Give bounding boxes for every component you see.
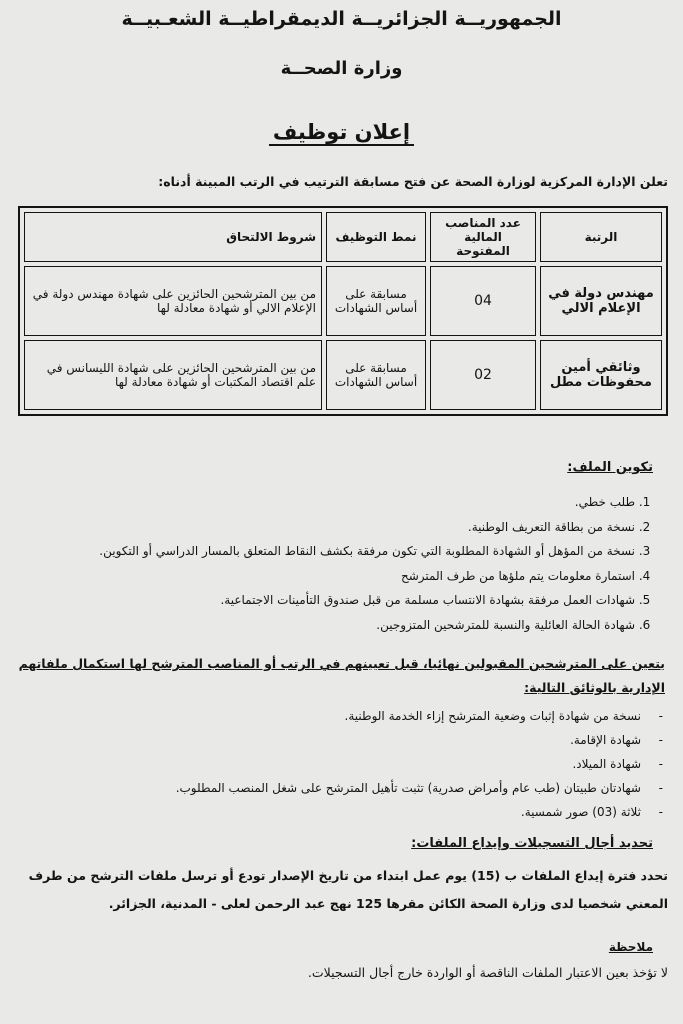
list-item: 3. نسخة من المؤهل أو الشهادة المطلوبة التي تكون مرفقة بكشف النقاط المتعلق بالمسار الدراسي أو التكوين. bbox=[35, 539, 635, 564]
list-item: 1. طلب خطي. bbox=[35, 490, 635, 515]
cell-conditions: من بين المترشحين الحائزين على شهادة مهندس دولة في الإعلام الالي أو شهادة معادلة لها bbox=[24, 266, 322, 336]
list-item: - شهادتان طبيتان (طب عام وأمراض صدرية) تثبت تأهيل المترشح على شغل المنصب المطلوب. bbox=[1, 776, 641, 800]
list-item: 6. شهادة الحالة العائلية والنسبة للمترشحين المتزوجين. bbox=[35, 613, 635, 638]
header-mode: نمط التوظيف bbox=[326, 212, 426, 262]
table-row bbox=[24, 266, 662, 336]
cell-grade: مهندس دولة في الإعلام الالي bbox=[540, 266, 662, 336]
deadline-text: تحدد فترة إيداع الملفات ب (15) يوم عمل ابتداء من تاريخ الإصدار تودع أو ترسل ملفات الترشح من طرف المعني شخصيا لدى وزارة الصحة الكائن مقرها 125 نهج عبد الرحمن لعلى - المدنية، الجزائر. bbox=[28, 868, 668, 911]
announcement-title-text: إعلان توظيف bbox=[269, 120, 414, 146]
file-composition-title: تكوين الملف: bbox=[567, 460, 653, 475]
note-title: ملاحظة bbox=[608, 940, 653, 954]
list-item: 4. استمارة معلومات يتم ملؤها من طرف المترشح bbox=[35, 564, 635, 589]
cell-mode: مسابقة على أساس الشهادات bbox=[326, 266, 426, 336]
list-item: 5. شهادات العمل مرفقة بشهادة الانتساب مسلمة من قبل صندوق التأمينات الاجتماعية. bbox=[35, 588, 635, 613]
header-conditions: شروط الالتحاق bbox=[24, 212, 322, 262]
table-row bbox=[24, 340, 662, 410]
list-item: - ثلاثة (03) صور شمسية. bbox=[1, 800, 641, 824]
list-item: - شهادة الميلاد. bbox=[1, 752, 641, 776]
deadline-title: تحديد أجال التسجيلات وإيداع الملفات: bbox=[411, 836, 653, 851]
announcement-intro: تعلن الإدارة المركزية لوزارة الصحة عن فتح مسابقة الترتيب في الرتب المبينة أدناه: bbox=[158, 174, 668, 189]
cell-mode: مسابقة على أساس الشهادات bbox=[326, 340, 426, 410]
announcement-title bbox=[0, 120, 683, 144]
list-item: 2. نسخة من بطاقة التعريف الوطنية. bbox=[35, 515, 635, 540]
header-count: عدد المناصب المالية المفتوحة bbox=[430, 212, 536, 262]
table-header-row bbox=[24, 212, 662, 262]
list-item: - شهادة الإقامة. bbox=[1, 728, 641, 752]
grades-table bbox=[18, 206, 668, 416]
file-composition-list bbox=[35, 490, 653, 637]
cell-grade: وثائقي أمين محفوظات مطل bbox=[540, 340, 662, 410]
admitted-candidates-notice: يتعين على المترشحين المقبولين نهائيا، قبل تعيينهم في الرتب أو المناصب المترشح لها استكمال ملفاتهم الإدارية بالوثائق التالية: bbox=[18, 656, 665, 695]
cell-count: 04 bbox=[430, 266, 536, 336]
ministry-header: وزارة الصحــة bbox=[280, 58, 403, 79]
cell-conditions: من بين المترشحين الحائزين على شهادة الليسانس في علم اقتصاد المكتبات أو شهادة معادلة لها bbox=[24, 340, 322, 410]
list-item: - نسخة من شهادة إثبات وضعية المترشح إزاء الخدمة الوطنية. bbox=[1, 704, 641, 728]
required-documents-list bbox=[1, 704, 663, 824]
cell-count: 02 bbox=[430, 340, 536, 410]
republic-header: الجمهوريــة الجزائريــة الديمقراطيــة الشعـبيــة bbox=[121, 8, 562, 30]
header-grade: الرتبة bbox=[540, 212, 662, 262]
note-text: لا تؤخذ بعين الاعتبار الملفات الناقصة أو الواردة خارج أجال التسجيلات. bbox=[307, 965, 668, 980]
